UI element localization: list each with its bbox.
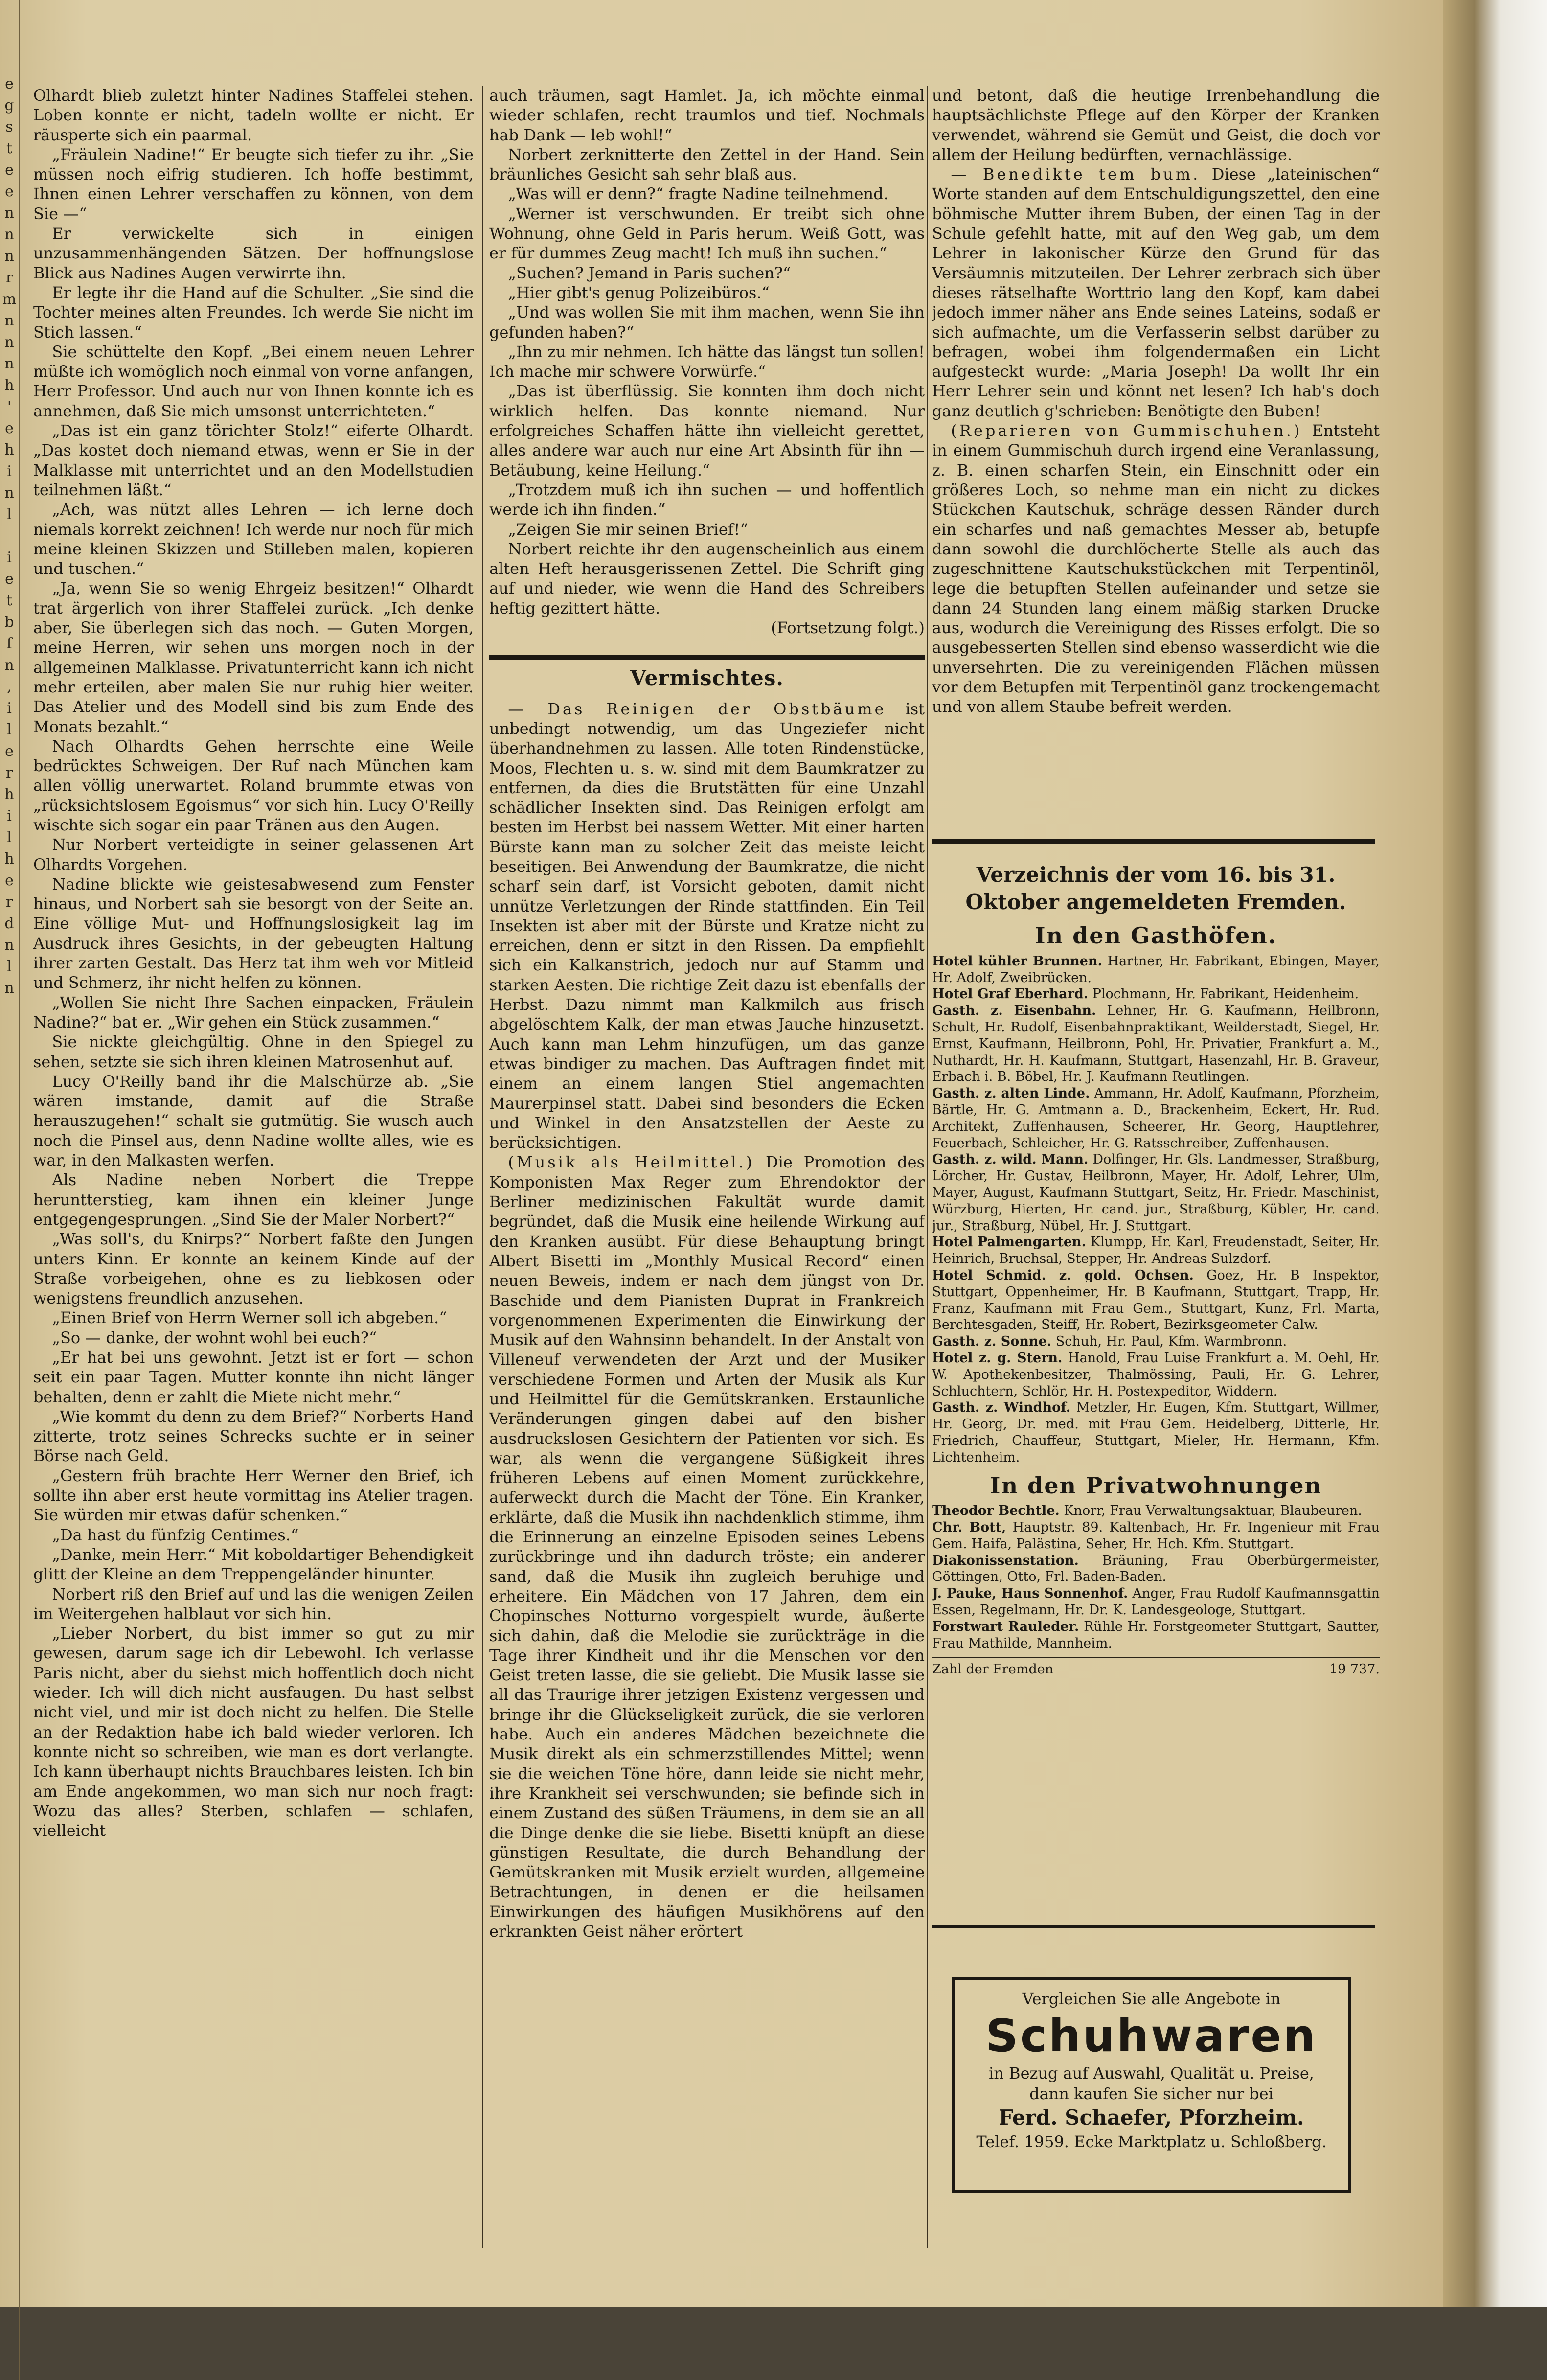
visitor-total-label: Zahl der Fremden [932,1662,1054,1677]
lodging-name: Gasth. z. Sonne. [932,1334,1052,1350]
fragment-text: e g s t e e n n n r m n n n h ' e h i n l i e t b f n , i l e r h i l h e r d n l n [2,75,17,997]
misc-column-3 [932,86,1380,829]
hotel-entries [932,953,1380,1466]
guest-list: Knorr, Frau Verwaltungsaktuar, Blaubeuren. [1059,1503,1362,1519]
paragraph: „Was soll's, du Knirps?“ Norbert faßte den Jungen unters Kinn. Er konnte an keinem Kinde auf der Straße vorbeigehen, ohne es zu liebkosen oder wenigstens freundlich anzusehen. [33,1230,474,1308]
visitor-entry [932,1553,1380,1586]
paragraph: „Was will er denn?“ fragte Nadine teilnehmend. [508,184,888,204]
column-rule [482,86,483,2248]
paragraph: Nach Olhardts Gehen herrschte eine Weile bedrücktes Schweigen. Der Ruf nach München kam allen völlig unerwartet. Roland brummte etwas von „rücksichtslosem Egoismus“ vor sich hin. Lucy O'Reilly wischte sich sogar ein paar Tränen aus den Augen. [33,736,474,834]
visitor-entry [932,1619,1380,1652]
guest-list: Rühle Hr. Forstgeometer Stuttgart, Sautter, Frau Mathilde, Mannheim. [932,1619,1380,1651]
paragraph-text: ist unbedingt notwendig, um das Ungeziefer nicht überhandnehmen zu lassen. Alle toten Rindenstücke, Moos, Flechten u. s. w. sind mit dem Baumkratzer zu entfernen, da dies die Brutstätten für eine Unzahl schädlicher Insekten sind. Das Reinigen erfolgt am besten im Herbst bei nassem Wetter. Mit einer harten Bürste kann man zu solcher Zeit das meiste leicht beseitigen. Bei Anwendung der Baumkratze, die nicht scharf sein darf, ist Vorsicht geboten, damit nicht unnütze Verletzungen der Rinde stattfinden. Ein Teil Insekten ist aber mit der Bürste und Kratze nicht zu erreichen, denn er sitzt in den Rissen. Da empfiehlt sich ein Kalkanstrich, jedoch nur auf Stamm und starken Aesten. Die richtige Zeit dazu ist ebenfalls der Herbst. Dazu nimmt man Kalkmilch aus frisch abgelöschtem Kalk, der man etwas Jauche hinzusetzt. Auch kann man Lehm hinzufügen, um das ganze etwas bindiger zu machen. Das Auftragen findet mit einem an einem langen Stiel angemachten Maurerpinsel statt. Dabei sind besonders die Ecken und Winkel in den Ansatzstellen der Aeste zu berücksichtigen. [489,699,925,1152]
guest-list: Hanold, Frau Luise Frankfurt a. M. Oehl, Hr. W. Apothekenbesitzer, Thalmössing, Pauli, Hr. G. Lehrer, Schluchtern, Schlör, Hr. H. Postexpeditor, Widdern. [932,1350,1380,1399]
guest-list: Plochmann, Hr. Fabrikant, Heidenheim. [1088,986,1359,1002]
guest-list: Lehner, Hr. G. Kaufmann, Heilbronn, Schult, Hr. Rudolf, Eisenbahnpraktikant, Weilderstadt, Siegel, Hr. Ernst, Kaufmann, Heilbronn, Pohl, Hr. Privatier, Frankfurt a. M., Nuthardt, Hr. H. Kaufmann, Stuttgart, Hasenzahl, Hr. B. Graveur, Erbach i. B. Böbel, Hr. J. Kaufmann Reutlingen. [932,1003,1380,1085]
paragraph: auch träumen, sagt Hamlet. Ja, ich möchte einmal wieder schlafen, recht traumlos und tief. Nochmals hab Dank — leb wohl!“ [489,86,925,144]
visitor-entry [932,1519,1380,1553]
paragraph [932,86,1380,164]
paragraph: „Wie kommt du denn zu dem Brief?“ Norberts Hand zitterte, trotz seines Schrecks suchte er in seiner Börse nach Geld. [33,1407,474,1465]
paragraph: Norbert zerknitterte den Zettel in der Hand. Sein bräunliches Gesicht sah sehr blaß aus. [489,145,925,184]
visitor-entry [932,1503,1380,1519]
ad-line-2: in Bezug auf Auswahl, Qualität u. Preise, [989,2064,1314,2082]
paragraph-text: Entsteht in einem Gummischuh durch irgend eine Veranlassung, z. B. einen scharfen Stein, ein Einschnitt oder ein größeres Loch, so nehme man ein nicht zu dickes Stückchen Kautschuk, schräge dessen Ränder durch ein scharfes und naß gemachtes Messer ab, betupfe dann sowohl die durchlöcherte Stelle als auch das zugeschnittene Kautschukstückchen mit Terpentinöl, lege die betupften Stellen aufeinander und setze sie dann 24 Stunden lang einem mäßig starken Drucke aus, wodurch die Vereinigung des Risses erfolgt. Die so ausgebesserten Stellen sind ebenso wasserdicht wie die unversehrten. Die zu vereinigenden Flächen müssen vor dem Betupfen mit Terpentinöl ganz trockengemacht und von allem Staube befreit werden. [932,421,1380,716]
section-divider [932,839,1375,844]
visitor-entry [932,1585,1380,1619]
paragraph: „Hier gibt's genug Polizeibüros.“ [508,283,770,302]
lodging-name: Hotel kühler Brunnen. [932,953,1102,969]
paragraph: „Trotzdem muß ich ihn suchen — und hoffentlich werde ich ihn finden.“ [489,480,925,519]
lodging-name: Gasth. z. Windhof. [932,1400,1071,1416]
paragraph: Er legte ihr die Hand auf die Schulter. „Sie sind die Tochter meines alten Freundes. Ich werde Sie nicht im Stich lassen.“ [33,283,474,342]
guest-list: Bräuning, Frau Oberbürgermeister, Göttingen, Otto, Frl. Baden-Baden. [932,1553,1380,1585]
section-divider [932,1925,1375,1928]
paragraph: „Ihn zu mir nehmen. Ich hätte das längst tun sollen! Ich mache mir schwere Vorwürfe.“ [489,342,925,381]
hotels-heading: In den Gasthöfen. [1035,922,1277,949]
ad-firm: Ferd. Schaefer, Pforzheim. [999,2105,1304,2129]
paragraph [489,699,925,1153]
lodging-name: Hotel Schmid. z. gold. Ochsen. [932,1267,1194,1283]
lodging-name: Gasth. z. Eisenbahn. [932,1003,1096,1019]
visitor-entry [932,1003,1380,1085]
shoe-advertisement [952,1977,1351,2193]
paragraph: „Gestern früh brachte Herr Werner den Brief, ich sollte ihn aber erst heute vormittag ins Atelier tragen. Sie würden mir etwas dafür schenken.“ [33,1466,474,1525]
visitor-entry [932,1085,1380,1151]
story-column-2 [489,86,925,2258]
guest-list: Schuh, Hr. Paul, Kfm. Warmbronn. [1051,1334,1287,1350]
lodging-name: Theodor Bechtle. [932,1503,1060,1519]
visitor-list [932,861,1380,1854]
paragraph: „Das ist ein ganz törichter Stolz!“ eiferte Olhardt. „Das kostet doch niemand etwas, wenn er Sie in der Malklasse mit unterrichtet und an den Modellstudien teilnehmen läßt.“ [33,421,474,499]
paragraph: „Er hat bei uns gewohnt. Jetzt ist er fort — schon seit ein paar Tagen. Mutter konnte ihn nicht länger behalten, denn er zahlt die Miete nicht mehr.“ [33,1348,474,1406]
paragraph-lead: — Das Reinigen der Obstbäume [508,699,887,718]
paragraph: „Ja, wenn Sie so wenig Ehrgeiz besitzen!“ Olhardt trat ärgerlich von ihrer Staffelei zurück. „Ich denke aber, Sie überlegen sich das noch. — Guten Morgen, meine Herren, wir sehen uns morgen noch in der allgemeinen Malklasse. Privatunterricht kann ich nicht mehr erteilen, aber malen Sie nur ruhig hier weiter. Das Atelier und des Modell sind bis zum Ende des Monats bezahlt.“ [33,579,474,736]
lodging-name: Hotel z. g. Stern. [932,1350,1063,1366]
guest-list: Dolfinger, Hr. Gls. Landmesser, Straßburg, Lörcher, Hr. Gustav, Heilbronn, Mayer, Hr. Adolf, Lehrer, Ulm, Mayer, August, Kaufmann Stuttgart, Seitz, Hr. Friedr. Maschinist, Würzburg, Hierten, Hr. cand. jur., Straßburg, Kübler, Hr. cand. jur., Straßburg, Nübel, Hr. J. Stuttgart. [932,1152,1380,1234]
ad-line-3: dann kaufen Sie sicher nur bei [1029,2084,1274,2103]
lodging-name: Gasth. z. wild. Mann. [932,1152,1089,1167]
visitor-entry [932,1267,1380,1333]
paragraph [932,164,1380,421]
paragraph: Nur Norbert verteidigte in seiner gelassenen Art Olhardts Vorgehen. [33,835,474,874]
paragraph: Lucy O'Reilly band ihr die Malschürze ab. „Sie wären imstande, damit auf die Straße herauszugehen!“ schalt sie gutmütig. Sie wusch auch noch die Pinsel aus, denn Nadine wollte alles, wie es war, in den Malkasten werfen. [33,1072,474,1170]
paragraph: „Wollen Sie nicht Ihre Sachen einpacken, Fräulein Nadine?“ bat er. „Wir gehen ein Stück zusammen.“ [33,993,474,1031]
guest-list: Hartner, Hr. Fabrikant, Ebingen, Mayer, Hr. Adolf, Zweibrücken. [932,953,1380,985]
private-heading: In den Privatwohnungen [990,1472,1322,1499]
story-continuation [489,86,925,618]
visitor-entry [932,1350,1380,1399]
visitor-list-title: Verzeichnis der vom 16. bis 31. Oktober angemeldeten Fremden. [965,863,1346,914]
visitor-entry [932,986,1380,1003]
ad-headline: Schuhwaren [985,2010,1318,2062]
paragraph-text: Die Promotion des Komponisten Max Reger zum Ehrendoktor der Berliner medizinischen Fakultät wurde damit begründet, daß die Musik eine heilende Wirkung auf den Kranken ausübt. Für diese Behauptung bringt Albert Bisetti im „Monthly Musical Record“ einen neuen Beweis, indem er nach dem jüngst von Dr. Baschide und dem Pianisten Duprat in Frankreich vorgenommenen Experimenten die Einwirkung der Musik auf den Wahnsinn behandelt. In der Anstalt von Villeneuf verwendeten der Arzt und der Musiker verschiedene Formen und Arten der Musik als Kur und Heilmittel für die Gemütskranken. Erstaunliche Veränderungen gingen dabei auf den bisher ausdruckslosen Gesichtern der Patienten vor sich. Es war, als wenn die vergangene Süßigkeit ihres früheren Lebens auf einen Moment zurückkehre, auferweckt durch die Macht der Töne. Ein Kranker, erklärte, daß die Musik ihn nachdenklich stimme, ihm die Erinnerung an einzelne Episoden seines Lebens zurückbringe und ihn dadurch tröste; ein anderer sand, daß die Musik ihn zugleich beruhige und erheitere. Ein Mädchen von 17 Jahren, dem ein Chopinsches Notturno vorgespielt wurde, äußerte sich dahin, daß die Melodie sie zurückträge in die Tage ihrer Kindheit und ihr die Menschen vor den Geist treten lasse, die sie geliebt. Die Musik lasse sie all das Traurige ihrer jetzigen Existenz vergessen und bringe ihr die Glückseligkeit zurück, die sie verloren habe. Auch ein anderes Mädchen bezeichnete die Musik direkt als ein schmerzstillendes Mittel; wenn sie die weichen Töne höre, dann leide sie nicht mehr, ihre Krankheit sei verschwunden; sie befinde sich in einem Zustand des süßen Träumens, in dem sie an all die Dinge denke die sie liebe. Bisetti knüpft an diese günstigen Resultate, die durch Behandlung der Gemütskranken mit Musik erzielt wurden, allgemeine Betrachtungen, in denen er die heilsamen Einwirkungen des häufigen Musikhörens auf den erkrankten Geist näher erörtert [489,1153,925,1941]
guest-list: Ammann, Hr. Adolf, Kaufmann, Pforzheim, Bärtle, Hr. G. Amtmann a. D., Brackenheim, Eckert, Hr. Rud. Architekt, Zuffenhausen, Scheerer, Hr. Georg, Hauptlehrer, Feuerbach, Schleicher, Hr. G. Ratsschreiber, Zuffenhausen. [932,1086,1380,1151]
visitor-entry [932,1151,1380,1234]
paragraph: Norbert reichte ihr den augenscheinlich aus einem alten Heft herausgerissenen Zettel. Die Schrift ging auf und nieder, wie wenn die Hand des Schreibers heftig gezittert hätte. [489,539,925,618]
paragraph: „Fräulein Nadine!“ Er beugte sich tiefer zu ihr. „Sie müssen noch eifrig studieren. Ich hoffe bestimmt, Ihnen einen Lehrer verschaffen zu können, von dem Sie —“ [33,145,474,223]
paragraph-lead: (Musik als Heilmittel.) [508,1153,755,1172]
paragraph [489,1152,925,1941]
continued-note: (Fortsetzung folgt.) [771,618,925,638]
paragraph: „Danke, mein Herr.“ Mit koboldartiger Behendigkeit glitt der Kleine an dem Treppengeländer hinunter. [33,1545,474,1584]
paragraph-text: Diese „lateinischen“ Worte standen auf dem Entschuldigungszettel, den eine böhmische Mutter ihrem Buben, der einen Tag in der Schule gefehlt hatte, mit auf den Weg gab, um dem Lehrer in lakonischer Kürze den Grund für das Versäumnis mitzuteilen. Der Lehrer zerbrach sich über dieses rätselhafte Worttrio lang den Kopf, kam dabei jedoch immer näher ans Ende seines Lateins, sodaß er sich aufmachte, um die Verfasserin selbst darüber zu befragen, wobei ihm folgendermaßen ein Licht aufgesteckt wurde: „Maria Joseph! Da wollt Ihr ein Herr Lehrer sein und könnt net lesen? Ich hab's doch ganz deutlich g'schrieben: Benötigte den Buben! [932,165,1380,420]
guest-list: Metzler, Hr. Eugen, Kfm. Stuttgart, Willmer, Hr. Georg, Dr. med. mit Frau Gem. Heidelberg, Ditterle, Hr. Friedrich, Chauffeur, Stuttgart, Mieler, Hr. Hermann, Kfm. Lichtenheim. [932,1400,1380,1465]
visitor-total [932,1657,1380,1678]
paragraph: „Das ist überflüssig. Sie konnten ihm doch nicht wirklich helfen. Das konnte niemand. Nur erfolgreiches Schaffen hätte ihn vielleicht gerettet, alles andere war auch nur eine Art Absinth für ihn — Betäubung, keine Heilung.“ [489,382,925,480]
vermischtes-heading: Vermischtes. [630,666,784,690]
lodging-name: Forstwart Rauleder. [932,1619,1079,1634]
paragraph-text: und betont, daß die heutige Irrenbehandlung die hauptsächlichste Pflege auf den Körper der Kranken verwendet, während sie Gemüt und Geist, die doch vor allem der Heilung bedürften, vernachlässige. [932,86,1380,164]
lodging-name: Gasth. z. alten Linde. [932,1086,1090,1101]
paragraph-lead: — Benedikte tem bum. [951,165,1201,184]
lodging-name: Hotel Graf Eberhard. [932,986,1089,1002]
visitor-entry [932,953,1380,986]
column-rule [927,86,928,2248]
lodging-name: J. Pauke, Haus Sonnenhof. [932,1586,1128,1602]
paragraph: „Ach, was nützt alles Lehren — ich lerne doch niemals korrekt zeichnen! Ich werde nur noch für mich meine kleinen Skizzen und Stilleben malen, kopieren und tuschen.“ [33,500,474,578]
paragraph: Er verwickelte sich in einigen unzusammenhängenden Sätzen. Der hoffnungslose Blick aus Nadines Augen verwirrte ihn. [33,224,474,282]
story-column-1 [33,86,474,2258]
paragraph: „Lieber Norbert, du bist immer so gut zu mir gewesen, darum sage ich dir Lebewohl. Ich verlasse Paris nicht, aber du siehst mich hoffentlich doch nicht wieder. Ich will dich nicht ausfaugen. Du hast selbst nicht viel, und mir ist doch nicht zu helfen. Die Stelle an der Redaktion habe ich bald wieder verloren. Ich konnte nicht so schreiben, wie man es dort verlangte. Ich kann überhaupt nichts Brauchbares leisten. Ich bin am Ende angekommen, wo man sich nur noch fragt: Wozu das alles? Sterben, schlafen — schlafen, vielleicht [33,1624,474,1840]
lodging-name: Diakonissenstation. [932,1553,1079,1568]
lodging-name: Hotel Palmengarten. [932,1235,1087,1250]
guest-list: Goez, Hr. B Inspektor, Stuttgart, Oppenheimer, Hr. B Kaufmann, Stuttgart, Trapp, Hr. Franz, Kaufmann mit Frau Gem., Stuttgart, Kunz, Frl. Marta, Berchtesgaden, Steiff, Hr. Robert, Bezirksgeometer Calw. [932,1267,1380,1333]
paragraph: Nadine blickte wie geistesabwesend zum Fenster hinaus, und Norbert sah sie besorgt von der Seite an. Eine völlige Mut- und Hoffnungslosigkeit lag im Ausdruck ihres Gesichts, in der gebeugten Haltung ihrer zarten Gestalt. Das Herz tat ihm weh vor Mitleid und Schmerz, ihr nicht helfen zu können. [33,874,474,992]
guest-list: Klumpp, Hr. Karl, Freudenstadt, Seiter, Hr. Heinrich, Bruchsal, Stepper, Hr. Andreas Sulzdorf. [932,1235,1380,1267]
paragraph: „Zeigen Sie mir seinen Brief!“ [508,520,748,539]
paragraph: Sie nickte gleichgültig. Ohne in den Spiegel zu sehen, setzte sie sich ihren kleinen Matrosenhut auf. [33,1032,474,1071]
paragraph: „Werner ist verschwunden. Er treibt sich ohne Wohnung, ohne Geld in Paris herum. Weiß Gott, was er für dummes Zeug macht! Ich muß ihn suchen.“ [489,204,925,263]
section-divider [489,655,925,660]
private-entries [932,1503,1380,1651]
paragraph: „Einen Brief von Herrn Werner soll ich abgeben.“ [52,1308,447,1327]
paragraph: „Da hast du fünfzig Centimes.“ [52,1525,299,1544]
visitor-entry [932,1333,1380,1350]
paragraph: Sie schüttelte den Kopf. „Bei einem neuen Lehrer müßte ich womöglich noch einmal von vorne anfangen, Herr Professor. Und auch nur von Ihnen konnte ich es annehmen, daß Sie mich umsonst unterrichteten.“ [33,342,474,420]
vermischtes-articles [489,699,925,1942]
paragraph: Norbert riß den Brief auf und las die wenigen Zeilen im Weitergehen halblaut vor sich hin. [33,1584,474,1623]
paragraph: „Und was wollen Sie mit ihm machen, wenn Sie ihn gefunden haben?“ [489,303,925,342]
guest-list: Hauptstr. 89. Kaltenbach, Hr. Fr. Ingenieur mit Frau Gem. Haifa, Palästina, Seher, Hr. Hch. Kfm. Stuttgart. [932,1520,1380,1552]
lodging-name: Chr. Bott, [932,1520,1006,1535]
paragraph: Olhardt blieb zuletzt hinter Nadines Staffelei stehen. Loben konnte er nicht, tadeln wollte er nicht. Er räusperte sich ein paarmal. [33,86,474,144]
ad-line-1: Vergleichen Sie alle Angebote in [1022,1990,1281,2008]
paragraph: „So — danke, der wohnt wohl bei euch?“ [52,1328,377,1347]
visitor-entry [932,1234,1380,1267]
page-binding-edge [1443,0,1547,2307]
ad-contact: Telef. 1959. Ecke Marktplatz u. Schloßberg. [976,2132,1327,2151]
visitor-total-value: 19 737. [1329,1662,1380,1677]
guest-list: Anger, Frau Rudolf Kaufmannsgattin Essen, Regelmann, Hr. Dr. K. Landesgeologe, Stuttgart. [932,1586,1380,1618]
paragraph [932,421,1380,716]
previous-page-fragment [0,0,20,2380]
paragraph: Als Nadine neben Norbert die Treppe heruntterstieg, kam ihnen ein kleiner Junge entgegengesprungen. „Sind Sie der Maler Norbert?“ [33,1170,474,1229]
paragraph-lead: (Reparieren von Gummischuhen.) [951,421,1302,440]
visitor-entry [932,1399,1380,1465]
paragraph: „Suchen? Jemand in Paris suchen?“ [508,263,791,282]
